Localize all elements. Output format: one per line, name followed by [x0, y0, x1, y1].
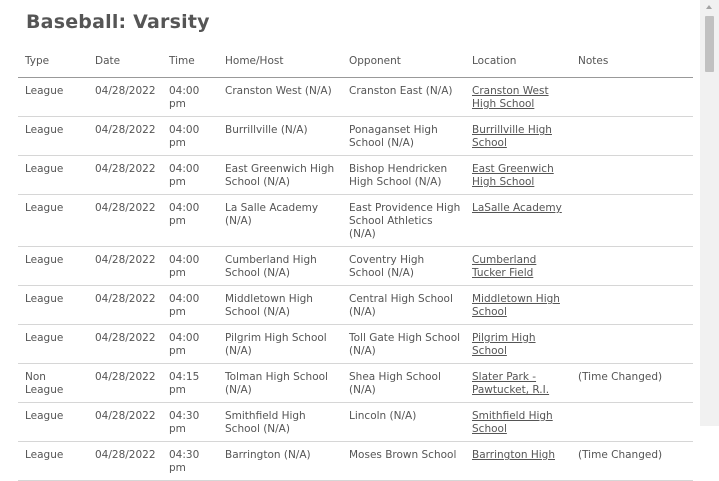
cell-date: 04/28/2022: [88, 286, 162, 325]
cell-home-host: Middletown High School (N/A): [218, 286, 342, 325]
location-link[interactable]: Burrillville High School: [472, 124, 552, 149]
cell-type: League: [18, 156, 88, 195]
cell-home-host: Cumberland High School (N/A): [218, 247, 342, 286]
cell-location: [465, 156, 571, 195]
cell-location: [465, 364, 571, 403]
cell-time: 04:00 pm: [162, 286, 218, 325]
scrollbar-thumb[interactable]: [705, 16, 714, 72]
cell-date: 04/28/2022: [88, 364, 162, 403]
table-row: [18, 195, 693, 247]
cell-time: 04:15 pm: [162, 364, 218, 403]
cell-type: League: [18, 117, 88, 156]
cell-home-host: Burrillville (N/A): [218, 117, 342, 156]
cell-opponent: Cranston East (N/A): [342, 78, 465, 117]
cell-notes: [571, 195, 693, 247]
cell-home-host: East Greenwich High School (N/A): [218, 156, 342, 195]
cell-time: 04:00 pm: [162, 247, 218, 286]
location-link[interactable]: Cranston West High School: [472, 85, 549, 110]
cell-notes: [571, 325, 693, 364]
cell-home-host: Barrington (N/A): [218, 442, 342, 481]
location-link[interactable]: Middletown High School: [472, 293, 560, 318]
table-row: [18, 286, 693, 325]
table-header-row: [18, 47, 693, 78]
location-link[interactable]: Barrington High: [472, 449, 555, 461]
cell-notes: (Time Changed): [571, 364, 693, 403]
column-header-notes: Notes: [571, 47, 693, 78]
cell-opponent: Shea High School (N/A): [342, 364, 465, 403]
cell-notes: [571, 286, 693, 325]
cell-notes: [571, 78, 693, 117]
cell-opponent: Ponaganset High School (N/A): [342, 117, 465, 156]
table-row: [18, 156, 693, 195]
cell-home-host: Cranston West (N/A): [218, 78, 342, 117]
cell-date: 04/28/2022: [88, 195, 162, 247]
cell-date: 04/28/2022: [88, 325, 162, 364]
cell-notes: [571, 403, 693, 442]
cell-home-host: Tolman High School (N/A): [218, 364, 342, 403]
cell-opponent: Coventry High School (N/A): [342, 247, 465, 286]
cell-opponent: Lincoln (N/A): [342, 403, 465, 442]
location-link[interactable]: LaSalle Academy: [472, 202, 562, 214]
cell-opponent: Central High School (N/A): [342, 286, 465, 325]
cell-notes: [571, 156, 693, 195]
cell-opponent: Bishop Hendricken High School (N/A): [342, 156, 465, 195]
column-header-type: Type: [18, 47, 88, 78]
cell-type: League: [18, 78, 88, 117]
column-header-location: Location: [465, 47, 571, 78]
cell-type: League: [18, 286, 88, 325]
page-title: Baseball: Varsity: [26, 11, 210, 33]
scroll-up-arrow-icon[interactable]: [706, 5, 712, 9]
cell-home-host: La Salle Academy (N/A): [218, 195, 342, 247]
cell-time: 04:30 pm: [162, 442, 218, 481]
cell-date: 04/28/2022: [88, 442, 162, 481]
table-row: [18, 117, 693, 156]
location-link[interactable]: Cumberland Tucker Field: [472, 254, 537, 279]
table-row: [18, 403, 693, 442]
cell-location: [465, 286, 571, 325]
cell-date: 04/28/2022: [88, 78, 162, 117]
cell-location: [465, 195, 571, 247]
cell-type: League: [18, 442, 88, 481]
column-header-home: Home/Host: [218, 47, 342, 78]
cell-time: 04:00 pm: [162, 195, 218, 247]
table-row: [18, 78, 693, 117]
location-link[interactable]: Smithfield High School: [472, 410, 553, 435]
location-link[interactable]: Pilgrim High School: [472, 332, 536, 357]
cell-home-host: Pilgrim High School (N/A): [218, 325, 342, 364]
cell-notes: (Time Changed): [571, 442, 693, 481]
cell-type: League: [18, 247, 88, 286]
location-link[interactable]: East Greenwich High School: [472, 163, 554, 188]
cell-location: [465, 442, 571, 481]
cell-type: League: [18, 403, 88, 442]
table-row: [18, 442, 693, 481]
cell-date: 04/28/2022: [88, 403, 162, 442]
cell-time: 04:30 pm: [162, 403, 218, 442]
cell-date: 04/28/2022: [88, 117, 162, 156]
cell-type: Non League: [18, 364, 88, 403]
cell-time: 04:00 pm: [162, 117, 218, 156]
location-link[interactable]: Slater Park - Pawtucket, R.I.: [472, 371, 550, 396]
cell-date: 04/28/2022: [88, 247, 162, 286]
cell-notes: [571, 247, 693, 286]
column-header-date: Date: [88, 47, 162, 78]
cell-date: 04/28/2022: [88, 156, 162, 195]
table-row: [18, 364, 693, 403]
cell-type: League: [18, 325, 88, 364]
cell-type: League: [18, 195, 88, 247]
schedule-table: [18, 47, 693, 481]
cell-time: 04:00 pm: [162, 78, 218, 117]
cell-time: 04:00 pm: [162, 325, 218, 364]
cell-opponent: Moses Brown School: [342, 442, 465, 481]
cell-location: [465, 117, 571, 156]
table-row: [18, 247, 693, 286]
vertical-scrollbar[interactable]: [700, 0, 719, 426]
table-row: [18, 325, 693, 364]
cell-notes: [571, 117, 693, 156]
cell-opponent: Toll Gate High School (N/A): [342, 325, 465, 364]
cell-location: [465, 403, 571, 442]
cell-home-host: Smithfield High School (N/A): [218, 403, 342, 442]
cell-opponent: East Providence High School Athletics (N/A): [342, 195, 465, 247]
cell-location: [465, 78, 571, 117]
column-header-time: Time: [162, 47, 218, 78]
column-header-opponent: Opponent: [342, 47, 465, 78]
cell-location: [465, 247, 571, 286]
cell-location: [465, 325, 571, 364]
cell-time: 04:00 pm: [162, 156, 218, 195]
